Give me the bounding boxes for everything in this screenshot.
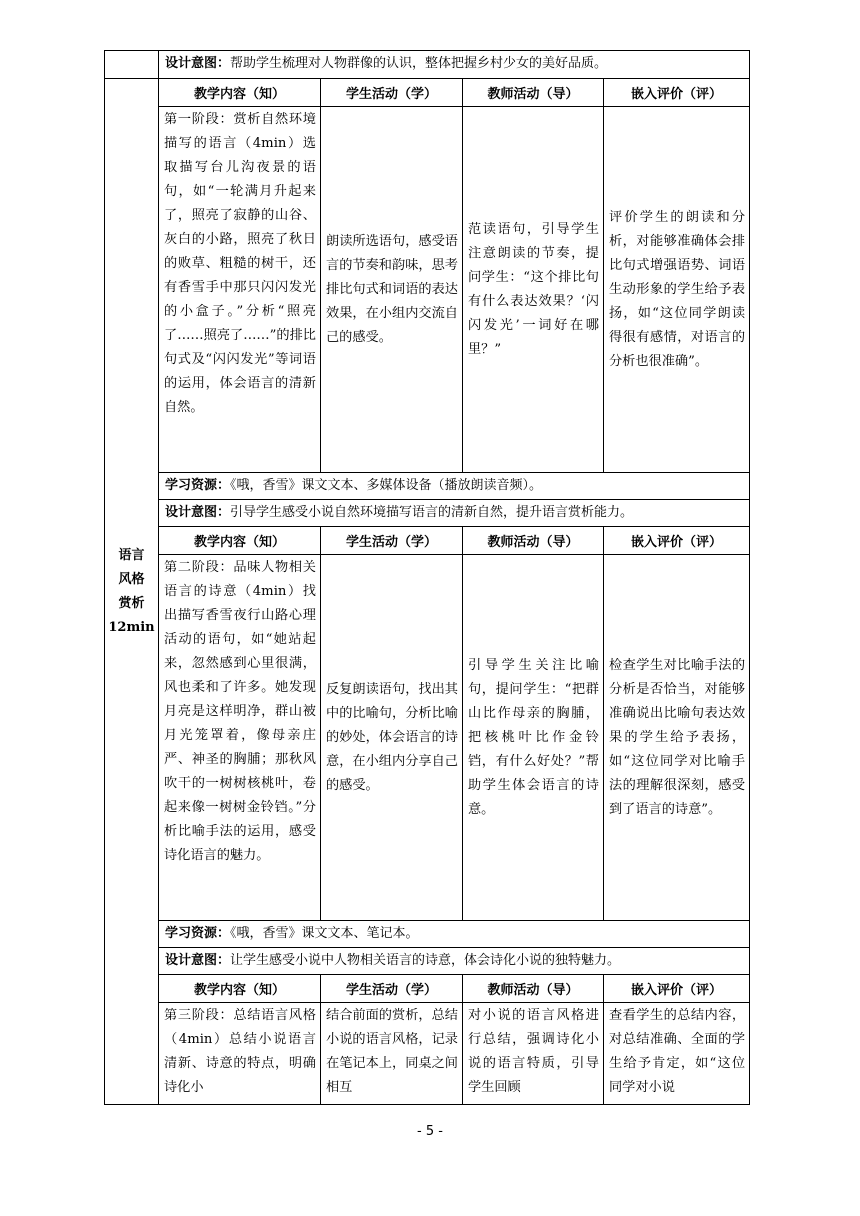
stage-row [105,555,750,921]
stage2-content: 第二阶段：品味人物相关语言的诗意（4min）找出描写香雪夜行山路心理活动的语句，如“她站起来，忽然感到心里很满，风也柔和了许多。她发现月亮是这样明净，群山被月光笼罩着，像母亲庄严、神圣的胸脯；那秋风吹干的一树树核桃叶，卷起来像一树树金铃铛。”分析比喻手法的运用，感受诗化语言的魅力。 [159,555,321,921]
design-intent-label: 设计意图： [165,56,231,71]
intent-row [105,948,750,975]
header-content: 教学内容（知） [159,79,321,107]
header-student-activity: 学生活动（学） [321,79,463,107]
stage3-evaluation: 查看学生的总结内容，对总结准确、全面的学生给予肯定，如“这位同学对小说 [604,1003,750,1105]
stage1-resource [159,473,750,500]
design-intent-text: 帮助学生梳理对人物群像的认识，整体把握乡村少女的美好品质。 [230,56,608,71]
intent-label: 设计意图： [165,505,231,520]
header-evaluation: 嵌入评价（评） [604,79,750,107]
header-content: 教学内容（知） [159,527,321,555]
resource-text: 《哦，香雪》课文文本、多媒体设备（播放朗读音频）。 [230,478,543,493]
stage2-student-activity: 反复朗读语句，找出其中的比喻句，分析比喻的妙处，体会语言的诗意，在小组内分享自己的感受。 [321,555,463,921]
stage3-content: 第三阶段：总结语言风格（4min）总结小说语言清新、诗意的特点，明确诗化小 [159,1003,321,1105]
stage3-student-activity: 结合前面的赏析，总结小说的语言风格，记录在笔记本上，同桌之间相互 [321,1003,463,1105]
section-label-line: 赏析 [118,595,145,611]
stage1-student-activity: 朗读所选语句，感受语言的节奏和韵味，思考排比句式和词语的表达效果，在小组内交流自己的感受。 [321,107,463,473]
resource-label: 学习资源： [165,478,231,493]
intent-text: 让学生感受小说中人物相关语言的诗意，体会诗化小说的独特魅力。 [230,953,621,968]
design-intent-note [159,51,750,79]
stage1-teacher-activity: 范读语句，引导学生注意朗读的节奏，提问学生：“这个排比句有什么表达效果？‘闪闪发光’一词好在哪里？” [463,107,604,473]
resource-label: 学习资源： [165,926,231,941]
design-intent-row [105,51,750,79]
stage2-resource [159,921,750,948]
stage1-content: 第一阶段：赏析自然环境描写的语言（4min）选取描写台儿沟夜景的语句，如“一轮满月升起来了，照亮了寂静的山谷、灰白的小路，照亮了秋日的败草、粗糙的树干，还有香雪手中那只闪闪发光的小盒子。”分析“照亮了……照亮了……”的排比句式及“闪闪发光”等词语的运用，体会语言的清新自然。 [159,107,321,473]
header-student-activity: 学生活动（学） [321,975,463,1003]
header-content: 教学内容（知） [159,975,321,1003]
header-teacher-activity: 教师活动（导） [463,975,604,1003]
resource-row [105,473,750,500]
lesson-plan-table [104,50,750,1105]
section-label [105,79,159,1105]
section-label-time: 12min [108,619,155,635]
column-header-row [105,975,750,1003]
stage-row [105,1003,750,1105]
stage1-evaluation: 评价学生的朗读和分析，对能够准确体会排比句式增强语势、词语生动形象的学生给予表扬，如“这位同学朗读得很有感情，对语言的分析也很准确”。 [604,107,750,473]
resource-row [105,921,750,948]
stage2-intent [159,948,750,975]
page-number: - 5 - [417,1124,443,1139]
section-label-line: 风格 [118,571,145,587]
stage2-teacher-activity: 引导学生关注比喻句，提问学生：“把群山比作母亲的胸脯，把核桃叶比作金铃铛，有什么好处？”帮助学生体会语言的诗意。 [463,555,604,921]
intent-text: 引导学生感受小说自然环境描写语言的清新自然，提升语言赏析能力。 [230,505,634,520]
side-cell-empty [105,51,159,79]
column-header-row [105,79,750,107]
header-evaluation: 嵌入评价（评） [604,975,750,1003]
stage1-intent [159,500,750,527]
header-student-activity: 学生活动（学） [321,527,463,555]
intent-row [105,500,750,527]
stage2-evaluation: 检查学生对比喻手法的分析是否恰当，对能够准确说出比喻句表达效果的学生给予表扬，如“这位同学对比喻手法的理解很深刻，感受到了语言的诗意”。 [604,555,750,921]
stage-row [105,107,750,473]
section-label-line: 语言 [118,547,145,563]
header-teacher-activity: 教师活动（导） [463,527,604,555]
resource-text: 《哦，香雪》课文文本、笔记本。 [230,926,419,941]
header-teacher-activity: 教师活动（导） [463,79,604,107]
header-evaluation: 嵌入评价（评） [604,527,750,555]
column-header-row [105,527,750,555]
stage3-teacher-activity: 对小说的语言风格进行总结，强调诗化小说的语言特质，引导学生回顾 [463,1003,604,1105]
intent-label: 设计意图： [165,953,231,968]
